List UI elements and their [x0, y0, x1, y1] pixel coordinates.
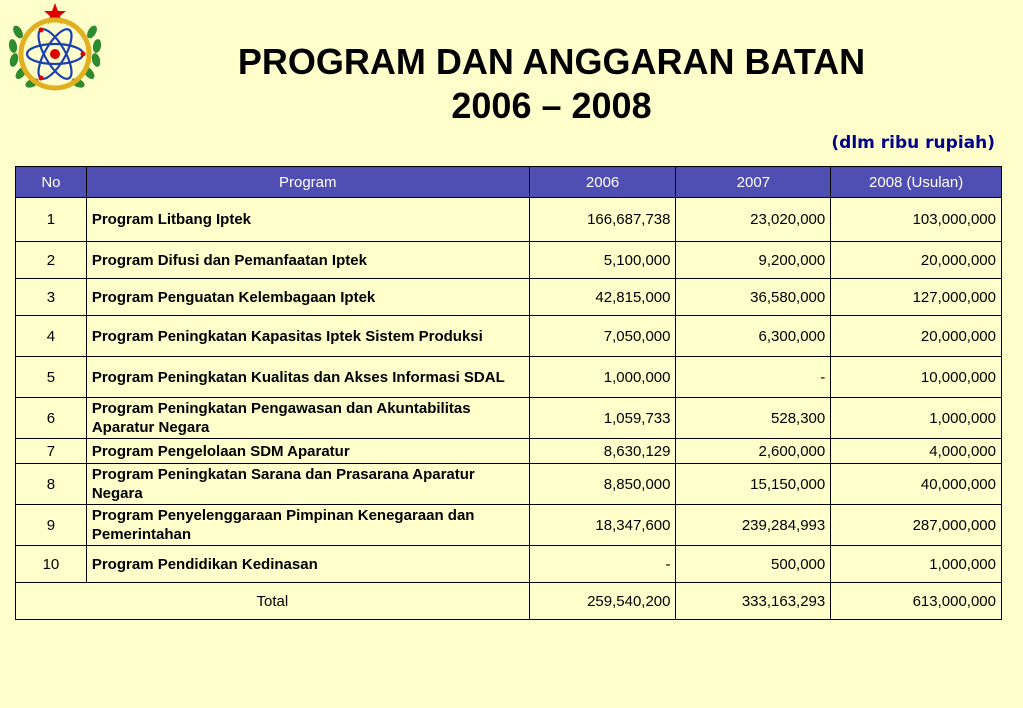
column-header-2007: 2007 — [676, 167, 831, 198]
row-2008: 20,000,000 — [831, 316, 1002, 357]
row-2006: 18,347,600 — [529, 505, 676, 546]
total-2007: 333,163,293 — [676, 583, 831, 620]
total-2008: 613,000,000 — [831, 583, 1002, 620]
row-2008: 10,000,000 — [831, 357, 1002, 398]
row-2007: 500,000 — [676, 546, 831, 583]
row-2008: 40,000,000 — [831, 464, 1002, 505]
row-2008: 20,000,000 — [831, 242, 1002, 279]
page-title — [40, 40, 1023, 128]
row-2007: 36,580,000 — [676, 279, 831, 316]
row-2007: 23,020,000 — [676, 198, 831, 242]
row-2006: 8,630,129 — [529, 439, 676, 464]
table-row — [16, 316, 1002, 357]
table-row — [16, 505, 1002, 546]
row-program: Program Litbang Iptek — [86, 198, 529, 242]
row-2007: - — [676, 357, 831, 398]
row-program: Program Pendidikan Kedinasan — [86, 546, 529, 583]
row-no: 5 — [16, 357, 87, 398]
budget-table — [15, 166, 1002, 620]
row-program: Program Peningkatan Pengawasan dan Akuntabilitas Aparatur Negara — [86, 398, 529, 439]
row-no: 2 — [16, 242, 87, 279]
row-no: 7 — [16, 439, 87, 464]
row-2007: 15,150,000 — [676, 464, 831, 505]
row-2007: 9,200,000 — [676, 242, 831, 279]
table-row — [16, 439, 1002, 464]
row-2006: - — [529, 546, 676, 583]
table-row — [16, 242, 1002, 279]
row-2006: 8,850,000 — [529, 464, 676, 505]
row-program: Program Peningkatan Sarana dan Prasarana Aparatur Negara — [86, 464, 529, 505]
row-2006: 5,100,000 — [529, 242, 676, 279]
column-header-2008: 2008 (Usulan) — [831, 167, 1002, 198]
row-no: 4 — [16, 316, 87, 357]
row-program: Program Difusi dan Pemanfaatan Iptek — [86, 242, 529, 279]
row-2006: 1,000,000 — [529, 357, 676, 398]
row-2008: 1,000,000 — [831, 546, 1002, 583]
table-total-row — [16, 583, 1002, 620]
row-2007: 6,300,000 — [676, 316, 831, 357]
row-2007: 2,600,000 — [676, 439, 831, 464]
title-line-1: PROGRAM DAN ANGGARAN BATAN — [237, 41, 866, 82]
row-2006: 7,050,000 — [529, 316, 676, 357]
row-2008: 1,000,000 — [831, 398, 1002, 439]
row-2008: 127,000,000 — [831, 279, 1002, 316]
table-row — [16, 464, 1002, 505]
column-header-2006: 2006 — [529, 167, 676, 198]
total-2006: 259,540,200 — [529, 583, 676, 620]
table-row — [16, 398, 1002, 439]
total-label: Total — [16, 583, 530, 620]
row-no: 1 — [16, 198, 87, 242]
row-no: 8 — [16, 464, 87, 505]
column-header-program: Program — [86, 167, 529, 198]
row-2006: 42,815,000 — [529, 279, 676, 316]
column-header-no: No — [16, 167, 87, 198]
table-row — [16, 357, 1002, 398]
row-program: Program Pengelolaan SDM Aparatur — [86, 439, 529, 464]
row-2006: 1,059,733 — [529, 398, 676, 439]
row-2006: 166,687,738 — [529, 198, 676, 242]
row-no: 6 — [16, 398, 87, 439]
table-row — [16, 546, 1002, 583]
table-row — [16, 279, 1002, 316]
unit-note: (dlm ribu rupiah) — [831, 133, 995, 153]
row-program: Program Peningkatan Kualitas dan Akses Informasi SDAL — [86, 357, 529, 398]
title-line-2: 2006 – 2008 — [451, 85, 652, 126]
row-program: Program Peningkatan Kapasitas Iptek Sistem Produksi — [86, 316, 529, 357]
row-2007: 528,300 — [676, 398, 831, 439]
row-no: 9 — [16, 505, 87, 546]
row-program: Program Penguatan Kelembagaan Iptek — [86, 279, 529, 316]
row-2008: 103,000,000 — [831, 198, 1002, 242]
row-program: Program Penyelenggaraan Pimpinan Kenegaraan dan Pemerintahan — [86, 505, 529, 546]
row-no: 3 — [16, 279, 87, 316]
row-2008: 4,000,000 — [831, 439, 1002, 464]
table-row — [16, 198, 1002, 242]
row-no: 10 — [16, 546, 87, 583]
table-header-row — [16, 167, 1002, 198]
row-2008: 287,000,000 — [831, 505, 1002, 546]
row-2007: 239,284,993 — [676, 505, 831, 546]
